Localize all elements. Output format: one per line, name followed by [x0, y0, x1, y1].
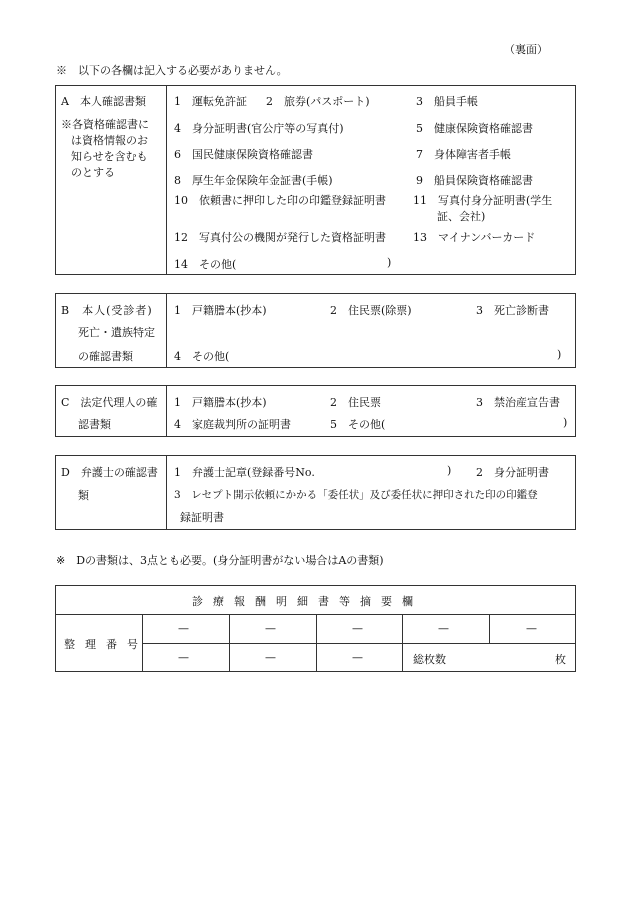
list-item: 3 レセプト開示依頼にかかる「委任状」及び委任状に押印された印の印鑑登 [174, 489, 538, 501]
section-b-header-line: 死亡・遺族特定 [78, 326, 155, 339]
list-item: 3 死亡診断書 [476, 304, 549, 317]
summary-table-col-rule [316, 614, 317, 672]
table-cell: — [178, 622, 189, 635]
intro-note: ※ 以下の各欄は記入する必要がありません。 [56, 64, 288, 77]
section-c-divider [166, 385, 167, 437]
summary-table-row-rule [142, 643, 576, 644]
list-item: 10 依頼書に押印した印の印鑑登録証明書 [174, 194, 386, 207]
section-a-note-line: のとする [71, 166, 115, 179]
summary-table-col-rule [402, 614, 403, 672]
section-d-header-line: D 弁護士の確認書 [61, 466, 158, 479]
list-item: 1 戸籍謄本(抄本) [174, 396, 267, 409]
list-item: 5 健康保険資格確認書 [416, 122, 533, 135]
list-item: ) [447, 464, 452, 477]
section-a-note-line: ※各資格確認書に [61, 118, 149, 131]
list-item: ) [387, 256, 392, 269]
list-item: 4 家庭裁判所の証明書 [174, 418, 291, 431]
table-cell: — [352, 622, 363, 635]
list-item: 1 戸籍謄本(抄本) [174, 304, 267, 317]
section-a-note-line: は資格情報のお [71, 134, 148, 147]
section-b-header-line: B 本人(受診者) [61, 304, 153, 317]
list-item: 12 写真付公の機関が発行した資格証明書 [174, 231, 386, 244]
summary-table-row-label: 整理番号 [64, 638, 148, 651]
list-item: 2 住民票(除票) [330, 304, 412, 317]
list-item: 14 その他( [174, 258, 237, 271]
list-item: 1 弁護士記章(登録番号No. [174, 466, 315, 479]
list-item: 3 禁治産宣告書 [476, 396, 560, 409]
table-cell: — [265, 622, 276, 635]
d-note: ※ Dの書類は、3点とも必要。(身分証明書がない場合はAの書類) [56, 554, 384, 567]
list-item: 3 船員手帳 [416, 95, 478, 108]
list-item: 9 船員保険資格確認書 [416, 174, 533, 187]
list-item: 7 身体障害者手帳 [416, 148, 511, 161]
list-item: 2 身分証明書 [476, 466, 549, 479]
list-item: 2 旅券(パスポート) [266, 95, 370, 108]
section-c-box [55, 385, 576, 437]
summary-table-col-rule [229, 614, 230, 672]
section-b-header-line: の確認書類 [78, 350, 133, 363]
section-a-divider [166, 85, 167, 275]
summary-table-title: 診療報酬明細書等摘要欄 [192, 595, 423, 608]
table-cell: — [526, 622, 537, 635]
list-item: 8 厚生年金保険年金証書(手帳) [174, 174, 333, 187]
section-b-divider [166, 293, 167, 368]
list-item: 録証明書 [180, 511, 224, 524]
section-d-divider [166, 455, 167, 530]
total-label: 総枚数 [413, 653, 446, 666]
section-a-header: A 本人確認書類 [61, 95, 146, 108]
section-a-note-line: 知らせを含むも [71, 150, 148, 163]
table-cell: — [265, 651, 276, 664]
table-cell: — [352, 651, 363, 664]
section-d-header-line: 類 [78, 489, 89, 502]
list-item: ) [563, 416, 568, 429]
list-item: 13 マイナンバーカード [413, 231, 536, 244]
page-label: （裏面） [504, 43, 548, 56]
list-item: 2 住民票 [330, 396, 381, 409]
table-cell: — [178, 651, 189, 664]
list-item: 4 身分証明書(官公庁等の写真付) [174, 122, 344, 135]
section-c-header-line: C 法定代理人の確 [61, 396, 158, 409]
list-item: 4 その他( [174, 350, 230, 363]
list-item: ) [557, 348, 562, 361]
list-item: 5 その他( [330, 418, 386, 431]
table-cell: — [438, 622, 449, 635]
summary-table-col-rule [489, 614, 490, 643]
list-item: 6 国民健康保険資格確認書 [174, 148, 313, 161]
list-item: 証、会社) [437, 210, 486, 223]
section-c-header-line: 認書類 [78, 418, 111, 431]
list-item: 1 運転免許証 [174, 95, 247, 108]
list-item: 11 写真付身分証明書(学生 [413, 194, 553, 207]
total-unit: 枚 [555, 653, 566, 666]
